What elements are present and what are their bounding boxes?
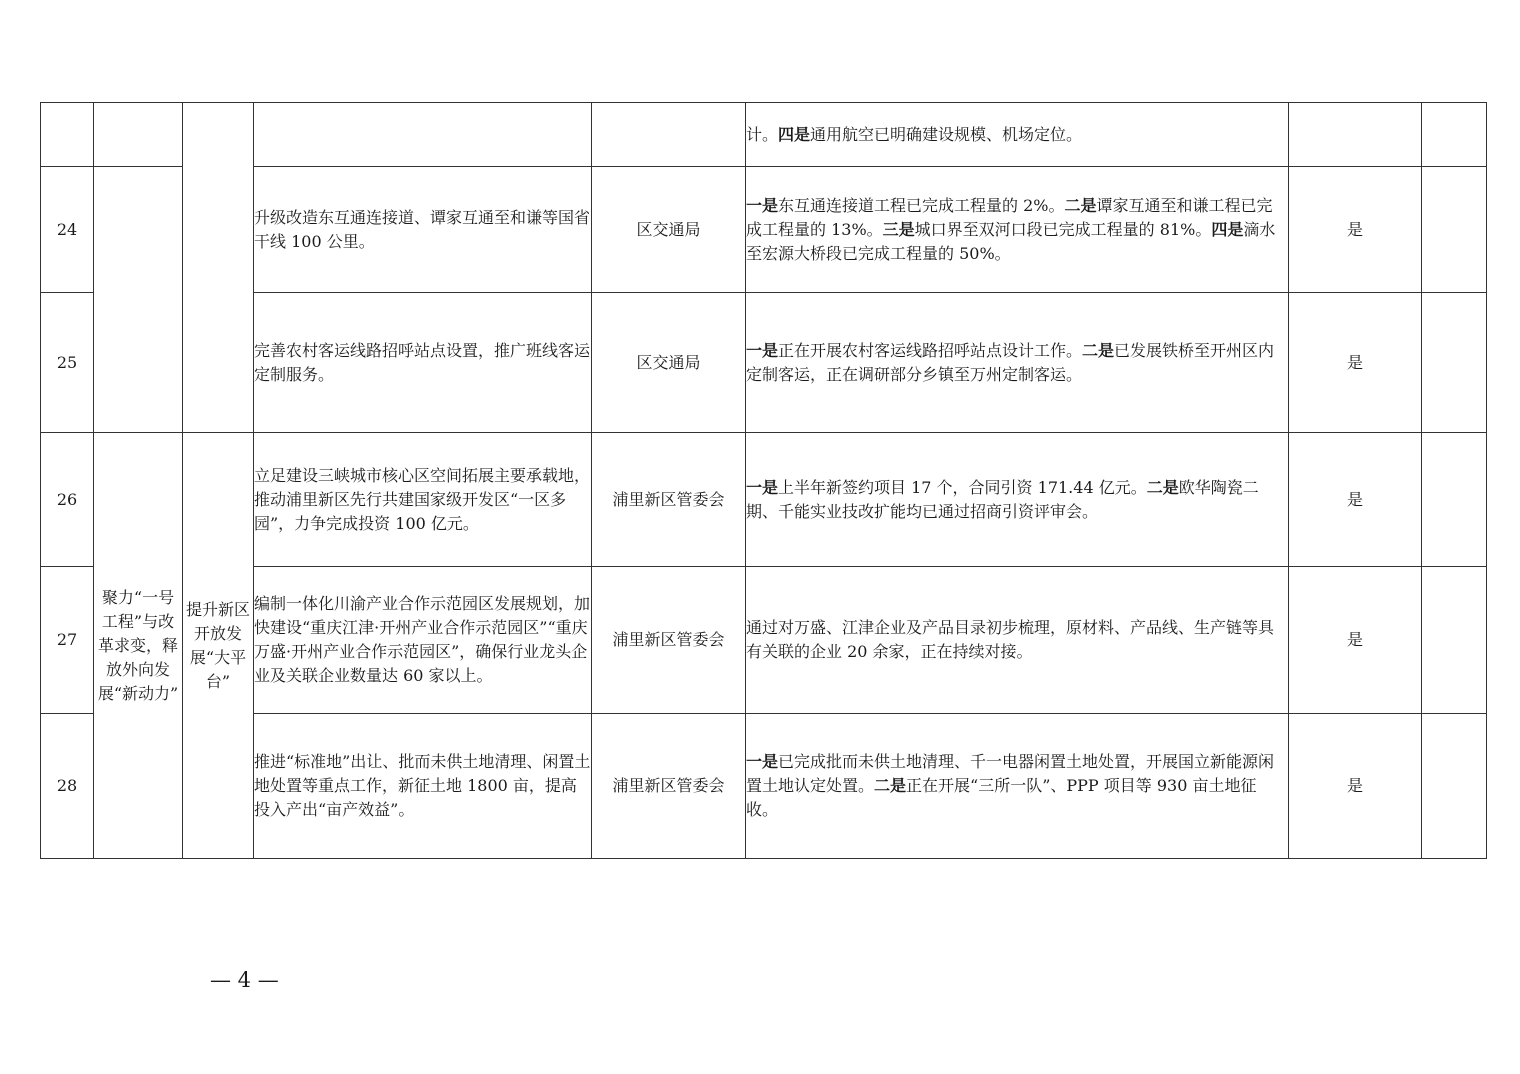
category-cell: 聚力“一号工程”与改革求变，释放外向发展“新动力”	[94, 433, 183, 859]
remark-cell	[1422, 293, 1487, 433]
remark-cell	[1422, 167, 1487, 293]
progress-cell	[746, 433, 1289, 567]
progress-text: 谭家互通至和谦工程已完成工程量的 13%。	[746, 195, 1273, 239]
progress-cell	[746, 103, 1289, 167]
subcategory-cell	[183, 103, 254, 433]
row-number: 26	[41, 433, 94, 567]
remark-cell	[1422, 714, 1487, 859]
remark-cell	[1422, 433, 1487, 567]
completed-flag: 是	[1289, 293, 1422, 433]
responsible-unit: 区交通局	[592, 167, 746, 293]
progress-text: 已发展铁桥至开州区内定制客运，正在调研部分乡镇至万州定制客运。	[746, 340, 1275, 384]
progress-cell	[746, 167, 1289, 293]
row-number: 27	[41, 567, 94, 714]
row-number: 24	[41, 167, 94, 293]
row-number: 25	[41, 293, 94, 433]
progress-text: 上半年新签约项目 17 个，合同引资 171.44 亿元。	[778, 477, 1147, 497]
category-cell	[94, 103, 183, 167]
table-row	[41, 103, 1487, 167]
category-cell	[94, 167, 183, 433]
task-cell: 推进“标准地”出让、批而未供土地清理、闲置土地处置等重点工作，新征土地 1800 亩，提高投入产出“亩产效益”。	[254, 714, 592, 859]
task-cell	[254, 103, 592, 167]
progress-ordinal: 二是	[1064, 195, 1097, 215]
row-number	[41, 103, 94, 167]
responsible-unit: 区交通局	[592, 293, 746, 433]
completed-flag: 是	[1289, 714, 1422, 859]
progress-text: 城口界至双河口段已完成工程量的 81%。	[914, 219, 1212, 239]
task-cell: 编制一体化川渝产业合作示范园区发展规划，加快建设“重庆江津·开州产业合作示范园区”“重庆万盛·开州产业合作示范园区”，确保行业龙头企业及关联企业数量达 60 家以上。	[254, 567, 592, 714]
progress-ordinal: 二是	[1146, 477, 1179, 497]
progress-ordinal: 一是	[746, 340, 779, 360]
table-row	[41, 293, 1487, 433]
progress-ordinal: 四是	[1211, 219, 1244, 239]
table-row	[41, 167, 1487, 293]
row-number: 28	[41, 714, 94, 859]
progress-ordinal: 一是	[746, 752, 779, 771]
table-row	[41, 567, 1487, 714]
progress-ordinal: 三是	[882, 219, 915, 239]
progress-ordinal: 二是	[874, 776, 907, 795]
progress-text: 滴水至宏源大桥段已完成工程量的 50%。	[746, 219, 1276, 263]
progress-cell	[746, 293, 1289, 433]
page-number: — 4 —	[210, 968, 279, 992]
progress-text: 正在开展“三所一队”、PPP 项目等 930 亩土地征收。	[746, 776, 1257, 819]
task-cell: 完善农村客运线路招呼站点设置，推广班线客运定制服务。	[254, 293, 592, 433]
progress-ordinal: 一是	[746, 477, 779, 497]
completed-flag	[1289, 103, 1422, 167]
progress-ordinal: 二是	[1082, 340, 1115, 360]
subcategory-cell: 提升新区开放发展“大平台”	[183, 433, 254, 859]
remark-cell	[1422, 103, 1487, 167]
progress-text: 东互通连接道工程已完成工程量的 2%。	[778, 195, 1065, 215]
completed-flag: 是	[1289, 567, 1422, 714]
progress-text: 通过对万盛、江津企业及产品目录初步梳理，原材料、产品线、生产链等具有关联的企业 20 余家，正在持续对接。	[746, 618, 1275, 661]
task-cell: 立足建设三峡城市核心区空间拓展主要承载地，推动浦里新区先行共建国家级开发区“一区多园”，力争完成投资 100 亿元。	[254, 433, 592, 567]
progress-text: 通用航空已明确建设规模、机场定位。	[810, 124, 1083, 144]
responsible-unit: 浦里新区管委会	[592, 567, 746, 714]
table-row	[41, 433, 1487, 567]
progress-text: 正在开展农村客运线路招呼站点设计工作。	[778, 340, 1083, 360]
progress-ordinal: 四是	[778, 124, 811, 144]
responsible-unit: 浦里新区管委会	[592, 714, 746, 859]
progress-text: 计。	[746, 124, 779, 144]
work-progress-table	[40, 102, 1487, 859]
progress-cell	[746, 714, 1289, 859]
responsible-unit	[592, 103, 746, 167]
task-cell: 升级改造东互通连接道、谭家互通至和谦等国省干线 100 公里。	[254, 167, 592, 293]
progress-cell	[746, 567, 1289, 714]
progress-ordinal: 一是	[746, 195, 779, 215]
table-row	[41, 714, 1487, 859]
completed-flag: 是	[1289, 433, 1422, 567]
progress-text: 已完成批而未供土地清理、千一电器闲置土地处置，开展国立新能源闲置土地认定处置。	[746, 752, 1275, 795]
completed-flag: 是	[1289, 167, 1422, 293]
remark-cell	[1422, 567, 1487, 714]
responsible-unit: 浦里新区管委会	[592, 433, 746, 567]
progress-text: 欧华陶瓷二期、千能实业技改扩能均已通过招商引资评审会。	[746, 477, 1259, 521]
